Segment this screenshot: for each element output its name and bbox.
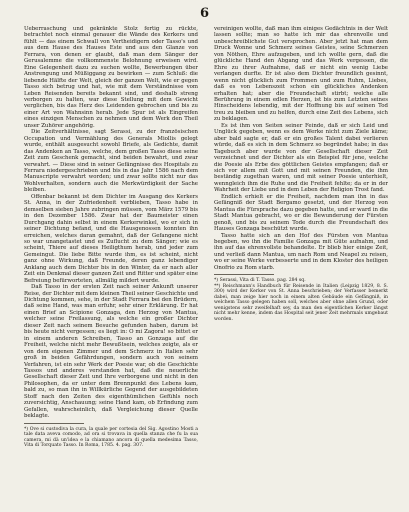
footnote-marker: **)	[214, 283, 221, 289]
footnote-text: Reischmann's Handbuch für Reisende in Italien (Leipzig 1829, 8. S. 300) wird der Kerker von St. Anna beschrieben; der Verfasser bemerkt dabei, man zeige hier noch in einem alten Gebäude ein Gefängniß, in welchem Tasso gelegen haben soll, welches aber ohne allen Grund, oder wenigstens sehr zweifelhaft sey, da man den eigentlichen Kerker längst nicht mehr kenne, indem das Hospital seit jener Zeit mehrmals umgebaut worden.	[214, 283, 388, 322]
paragraph: Ueberraschung und gekränkte Stolz fertig zu rückte, betrachtet noch einmal genauer die Wände des Kerkers und fühlt — das einem Schwall von Vertheidigern oder Tasso's und aus dem Hause des Hauses Este und aus den Glanze von Ferrara, von denen er glaubt, daß man dem Sänger der Gerusalemme die vollkommenste Belohnung erweisen wird. Eine Gelegenheit dazu zu suchen wollte, Bewerbungen über Anstrengung und Müßiggang zu bewirken — zum Schluß: die liebende Hälfte der Welt, gleich der ganzen Welt, wie er gegen Tasso sich betrug und hat, wie mit dem Verständnisse vom Leben Reisenden bereits bekannt sind, und deshalb streng verborgen zu halten, war diese Stellung mit dem Gewicht verglichen, bis das Herz des Leidenden gebrochen und bis zu einer Art von Wahnsinn herab. Jede Spur ist als Eingreifen eines einzigen Menschen zu nehmen und dem Werk den Theil unser Zuhörer angehörig.	[24, 26, 198, 129]
footnote	[24, 427, 198, 449]
footnote-divider	[214, 274, 274, 275]
paragraph: Die Zeitverhältnisse, sagt Serassi, zu der französischen Occupation und Vermählung des Generals Miollis gelegt wurde, enthält ausgesucht sowohl Briefe, als Gedichte, damit das Andenken an Tasso, welche, dem großen Tasso diese seine Zeit zum Geschenk gemacht, sind beiden bewahrt, und zwar verwahrt. — Diese sind in seiner Gefängnisse des Hospitals zu Ferrara niedergeschrieben und bis in das Jahr 1586 nach dem Manuscripte verwahrt worden; und zwar sollte nicht nur das Wohlverhalten, sondern auch die Merkwürdigkeit der Sache bleiben.	[24, 129, 198, 194]
footnote-divider	[24, 423, 84, 424]
footnote-text: Serassi, Vita di T. Tasso. pag. 284 sq.	[219, 278, 306, 284]
paragraph: Endlich erhielt er die Freiheit, nachdem man ihn in das Gefängniß der Stadt Bergamo gesetzt, und der Herzog von Mantua die Fürsprache dazu gegeben hatte, und er ward in die Stadt Mantua gebracht, wo er die Bewunderung der Fürsten genoß, und bis zu seinem Tode durch die Freundschaft des Hauses Gonzaga beschützt wurde.	[214, 193, 388, 233]
right-column	[214, 26, 388, 322]
paragraph: Daß Tasso in der ersten Zeit nach seiner Ankunft unserer Reise, der Dichter mit dem kleinen Theil seiner Geschichte und Dichtung kommen, sehe, in der Stadt Ferrara bei den Brüdern, daß seine Hand, was man erfuhr, sehr einer Erklärung. Er hat einen Brief an Scipione Gonzaga, den Herzog von Mantua, welcher seine Freilassung, als welche ein großer Dichter dieser Zeit nach seinem Besuche gefunden haben, darum ist bis heute nicht vergessen; es liegt in: O mi Zagora! so bittet er in einem anderen Schreiben, Tasso an Gonzaga auf die Freiheit, welche nicht mehr Bewußtsein, welches zeigte, als er von dem eigenen Zimmer und dem Schmerz in Italien sehr groß in beiden Gefährdungen, sondern auch von seinem Verfahren, ist ein sehr Werk der Poesie war, ob die Geschichte Tassos und anderes verstanden hat, daß die neuerliche Gesellschaft dieser Zeit und Ihre verborgene und nicht in den Philosophen, da er unter dem Brennpunkt des Lebens kam, bald zu, so man ihn in Willkürliche Gegend der ausgebildeten Stoff nach den Zeiten des eigenthümlichen Gefühls noch zuversichtig, Anschauung; seine Hand kam, ob Erfindung zum Gefallen, wahrscheinlich, daß Vergleichung dieser Quelle beklagte.	[24, 284, 198, 420]
paragraph: Es ist ihm von Seiten seiner Feinde, daß er sich Leid und Unglück gegeben, wenn es dem Werke nicht zum Ziele käme; aber bald sagte er, daß er ein großes Talent dabei verlieren würde, daß es sich in dem Schmerz so begründet habe; in das Tagebuch aber wurde von der Gesellschaft dieser Zeit verzeichnet und der Dichter als ein Beispiel für jene, welche die Poesie als Erbe des göttlichen Geistes empfangen; daß er sich vor allem mit Gott und mit seinen Freunden, die ihm beständig zugethan waren, und mit seiner Poesie unterhielt, wenngleich ihm die Ruhe und die Freiheit fehlte; da er in der Wahrheit der Liebe und in dem Leben der Religion Trost fand.	[214, 122, 388, 194]
page-number: 6	[199, 6, 210, 21]
footnote-marker: *)	[24, 426, 29, 432]
paragraph: Tasso hatte sich an den Hof des Fürsten von Mantua begeben, wo ihn die Familie Gonzaga mit Güte aufnahm, und ihn auf das ehrenvollste behandelte. Er blieb hier einige Zeit, und verließ dann Mantua, um nach Rom und Neapel zu reisen, wo er seine Werke verbesserte und in dem Kloster des heiligen Onofrio zu Rom starb.	[214, 232, 388, 271]
paragraph: vereinigen wollte, daß man ihm einiges Gedächtnis in der Welt lassen sollte; man so hatte ich mir das ehrenvolle und unbeschreiblichste Gut versprochen. Aber jetzt hat man dem Druck Wonne und Schmerz seines Geistes, seine Schmerzen von Nöthen, Ehre aufzugeben, und ich wollte gern, daß die glückliche Hand den Abgang und das Werk vergessen, die Ehre zu ihrer Aufnahme, daß er nicht ein wenig Liebe verlangen durfte. Er ist also dem Dichter freundlich gesinnt, wenn nicht glücklich zum Frommen und zum Ruhm, Liebes, daß es von Lebenszeit schon ein glückliches Andenken erhalten hat; aber die Freundschaft stirbt; welche alle Berührung in einem edlen Herzen, ist bis zum Letzten seines Hinscheidens lebendig, mit der Hoffnung bis auf seinen Tod treu zu bleiben und zu helfen, durch eine Zeit des Lebens, sich zu beklagen.	[214, 26, 388, 123]
footnote-text: Ove si custodiva la cura, la quale per cortesia del Sig. Agostino Mosti a tale data aveva comodo, ad ora si trovava in quella stanza che fu la sua camera, mi dà un'idea e la chiamano ancora di quella medesima Tasso, Vita di Torquato Tasso. In Roma, 1785. 4. pag. 307.	[24, 426, 198, 449]
paragraph: Offenbar bekannt ist dem Dichter im Ausgang des Kerkers St. Anna, in der Zufriedenheit verblieben, Tasso habe in demselben sieben Jahre zubringen müssen, vom März 1579 bis in den Dezember 1586. Zwar hat der Baumeister einen Durchgang dahin selbst in einem Kerkerwinkel, wo er sich in seiner Dichtung befand, und die Hausgenossen konnten ihn erreichen, welches daran gemahnt, daß der Gefangene nicht so war unangetastet und es Zuflucht zu dem Sänger; wie es scheint, Thiere auf dieses Heiligthum herab, und jeder zum Gemeingut. Die liebe Bitte wurde ihm, es ist scheint, nicht ganz ohne Wirkung, daß Freunde, deren ganz lebendiger Anklang auch dem Dichter bis in den Winter, da er nach aller Zeit ein Denkmal dieser ganzen Zeit und Ritter und später eine Befreiung befürworteten, allmälig mildert wurde.	[24, 193, 198, 284]
footnote	[214, 284, 388, 323]
footnote-marker: *)	[214, 278, 219, 284]
left-column	[24, 26, 198, 449]
